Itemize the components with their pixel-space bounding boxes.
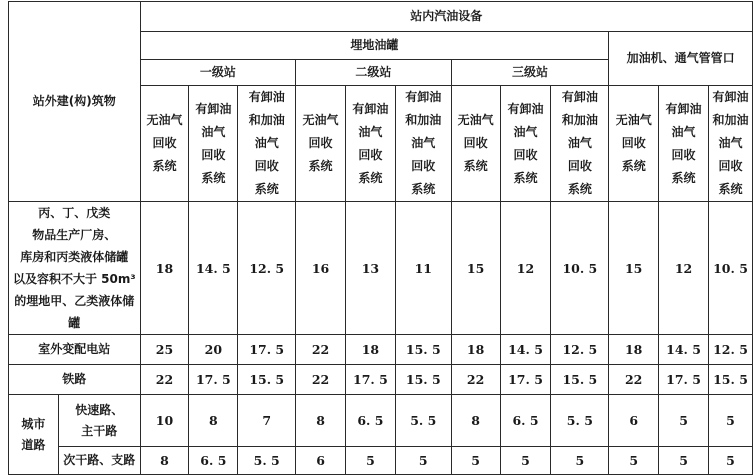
table-cell: 11 <box>395 202 451 335</box>
sub-header: 无油气 回收 系统 <box>451 86 500 202</box>
table-cell: 15. 5 <box>551 365 609 395</box>
table-cell: 17. 5 <box>659 365 709 395</box>
table-cell: 10. 5 <box>551 202 609 335</box>
table-cell: 17. 5 <box>345 365 395 395</box>
sub-header: 无油气 回收 系统 <box>140 86 189 202</box>
table-cell: 15 <box>451 202 500 335</box>
table-cell: 22 <box>140 365 189 395</box>
row-label: 次干路、支路 <box>58 447 140 475</box>
table-cell: 12. 5 <box>709 335 753 365</box>
table-cell: 6 <box>609 395 659 447</box>
table-cell: 5. 5 <box>238 447 296 475</box>
table-row <box>9 365 753 395</box>
table-cell: 5 <box>395 447 451 475</box>
table-cell: 10 <box>140 395 189 447</box>
table-cell: 15. 5 <box>709 365 753 395</box>
table-cell: 6. 5 <box>500 395 551 447</box>
table-cell: 5 <box>345 447 395 475</box>
table-cell: 7 <box>238 395 296 447</box>
table-cell: 12. 5 <box>238 202 296 335</box>
table-cell: 5 <box>500 447 551 475</box>
table-row <box>9 395 753 447</box>
table-cell: 18 <box>609 335 659 365</box>
table-cell: 8 <box>296 395 346 447</box>
underground-tank-header: 埋地油罐 <box>140 32 609 60</box>
table-cell: 6 <box>296 447 346 475</box>
table-cell: 14. 5 <box>500 335 551 365</box>
road-group-label: 城市 道路 <box>9 395 59 475</box>
table-cell: 22 <box>609 365 659 395</box>
table-cell: 17. 5 <box>238 335 296 365</box>
table-cell: 17. 5 <box>189 365 238 395</box>
table-cell: 5 <box>709 395 753 447</box>
table-cell: 18 <box>345 335 395 365</box>
table-cell: 12 <box>500 202 551 335</box>
table-row <box>9 335 753 365</box>
table-cell: 14. 5 <box>189 202 238 335</box>
table-cell: 15. 5 <box>238 365 296 395</box>
table-cell: 17. 5 <box>500 365 551 395</box>
table-cell: 15. 5 <box>395 335 451 365</box>
level-1-header: 一级站 <box>140 60 296 86</box>
table-cell: 22 <box>296 365 346 395</box>
table-cell: 8 <box>451 395 500 447</box>
sub-header: 有卸油 油气 回收 系统 <box>659 86 709 202</box>
distance-table <box>8 1 753 475</box>
sub-header: 有卸油 油气 回收 系统 <box>189 86 238 202</box>
table-cell: 18 <box>140 202 189 335</box>
table-cell: 14. 5 <box>659 335 709 365</box>
sub-header: 有卸油 和加油 油气 回收 系统 <box>395 86 451 202</box>
table-cell: 5. 5 <box>551 395 609 447</box>
sub-header: 有卸油 油气 回收 系统 <box>345 86 395 202</box>
table-cell: 10. 5 <box>709 202 753 335</box>
table-cell: 18 <box>451 335 500 365</box>
table-row <box>9 202 753 335</box>
table-cell: 6. 5 <box>345 395 395 447</box>
sub-header: 有卸油 油气 回收 系统 <box>500 86 551 202</box>
level-3-header: 三级站 <box>451 60 609 86</box>
table-cell: 22 <box>296 335 346 365</box>
table-cell: 12. 5 <box>551 335 609 365</box>
table-cell: 6. 5 <box>189 447 238 475</box>
group-header: 站内汽油设备 <box>140 2 752 32</box>
table-cell: 15 <box>609 202 659 335</box>
table-cell: 5 <box>451 447 500 475</box>
sub-header: 有卸油 和加油 油气 回收 系统 <box>238 86 296 202</box>
table-cell: 5 <box>609 447 659 475</box>
table-cell: 13 <box>345 202 395 335</box>
table-cell: 5. 5 <box>395 395 451 447</box>
table-cell: 5 <box>551 447 609 475</box>
sub-header: 无油气 回收 系统 <box>296 86 346 202</box>
row-label: 室外变配电站 <box>9 335 141 365</box>
table-cell: 5 <box>659 447 709 475</box>
corner-header: 站外建(构)筑物 <box>9 2 141 202</box>
row-label: 铁路 <box>9 365 141 395</box>
table-cell: 12 <box>659 202 709 335</box>
table-cell: 25 <box>140 335 189 365</box>
sub-header: 有卸油 和加油 油气 回收 系统 <box>551 86 609 202</box>
table-cell: 22 <box>451 365 500 395</box>
sub-header: 有卸油 和加油 油气 回收 系统 <box>709 86 753 202</box>
sub-header: 无油气 回收 系统 <box>609 86 659 202</box>
table-cell: 16 <box>296 202 346 335</box>
level-2-header: 二级站 <box>296 60 452 86</box>
table-cell: 20 <box>189 335 238 365</box>
table-cell: 15. 5 <box>395 365 451 395</box>
table-cell: 8 <box>140 447 189 475</box>
table-cell: 8 <box>189 395 238 447</box>
row-label: 快速路、 主干路 <box>58 395 140 447</box>
table-cell: 5 <box>709 447 753 475</box>
dispenser-header: 加油机、通气管管口 <box>609 32 753 86</box>
row-label: 丙、丁、戊类 物品生产厂房、 库房和丙类液体储罐 以及容积不大于 50m³ 的埋地甲、乙类液体储罐 <box>9 202 141 335</box>
table-cell: 5 <box>659 395 709 447</box>
